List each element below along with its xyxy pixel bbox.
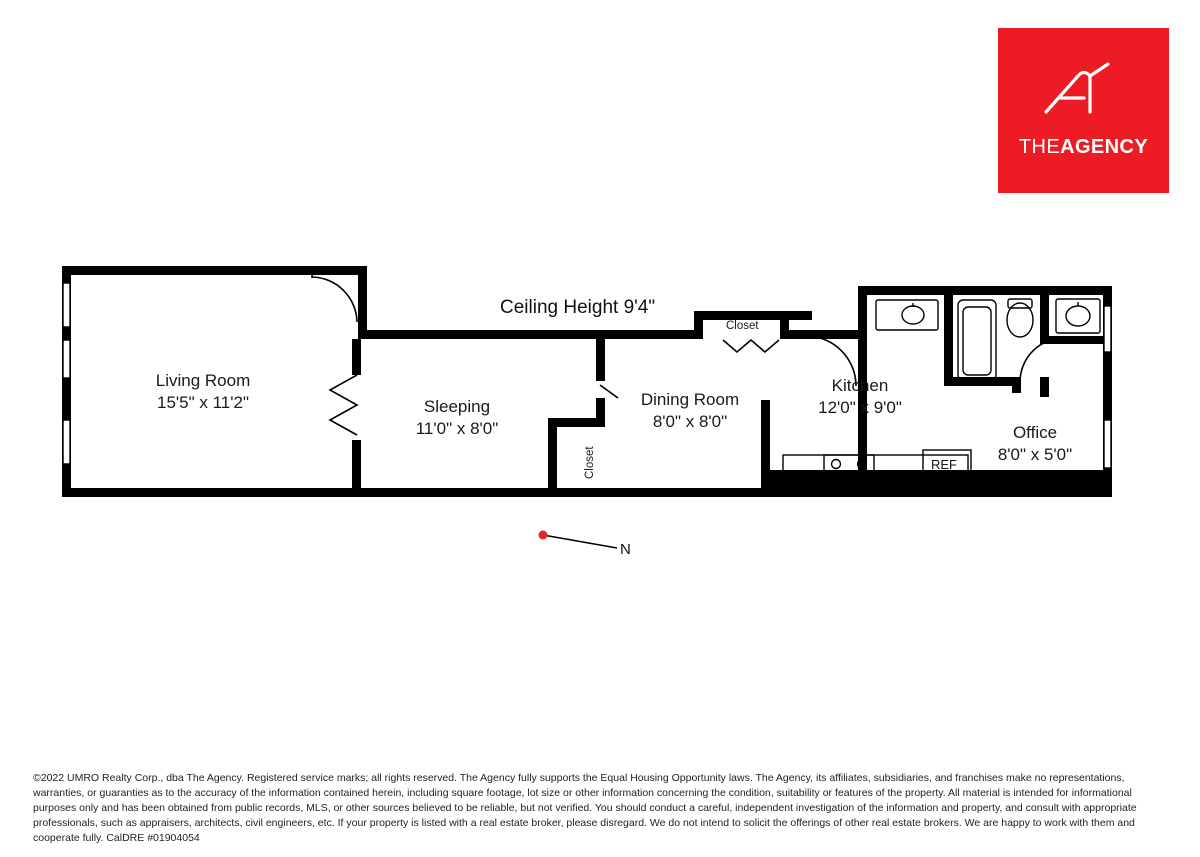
legal-disclaimer: ©2022 UMRO Realty Corp., dba The Agency. Registered service marks; all rights reserved. The Agency fully supports the Equal Housing Opportunity laws. The Agency, its affiliates, subsidiaries, and franchises make no representations, warranties, or guaranties as to the accuracy of the information contained herein, including square footage, lot size or other information concerning the condition, suitability or features of the property. All material is intended for informational purposes only and has been obtained from public records, MLS, or other sources believed to be reliable, but not verified. You should conduct a careful, independent investigation of the information and property, and consult with appropriate professionals, such as appraisers, architects, civil engineers, etc. If your property is listed with a real estate broker, please disregard. We do not intend to solicit the offerings of other real estate brokers. We are happy to work with them and cooperate fully. CalDRE #01904054 [33,772,1137,844]
refrigerator-label: REF [931,457,957,472]
room-dimensions: 12'0" x 9'0" [818,397,902,417]
room-label-kitchen [770,375,950,419]
north-indicator-label: N [620,541,631,558]
room-dimensions: 11'0" x 8'0" [415,418,499,438]
room-label-office [945,422,1125,466]
closet-label-dining: Closet [584,446,596,479]
room-dimensions: 8'0" x 8'0" [652,411,728,431]
closet-label-hall: Closet [726,320,759,332]
room-dimensions: 15'5" x 11'2" [157,392,249,412]
room-label-dining-room [600,389,780,433]
room-label-living-room [113,370,293,414]
room-name: Sleeping [423,397,491,416]
wordmark-the: THE [1018,136,1061,158]
room-name: Dining Room [640,390,740,409]
ceiling-height-note: Ceiling Height 9'4" [500,297,656,318]
wordmark-agency: AGENCY [1060,136,1149,158]
room-dimensions: 8'0" x 5'0" [997,444,1073,464]
room-name: Office [1012,423,1058,442]
bifold-door-living-sleeping [330,375,357,435]
room-name: Living Room [155,371,251,390]
room-name: Kitchen [831,376,889,395]
room-label-sleeping [367,396,547,440]
north-arrow-icon [539,531,618,549]
